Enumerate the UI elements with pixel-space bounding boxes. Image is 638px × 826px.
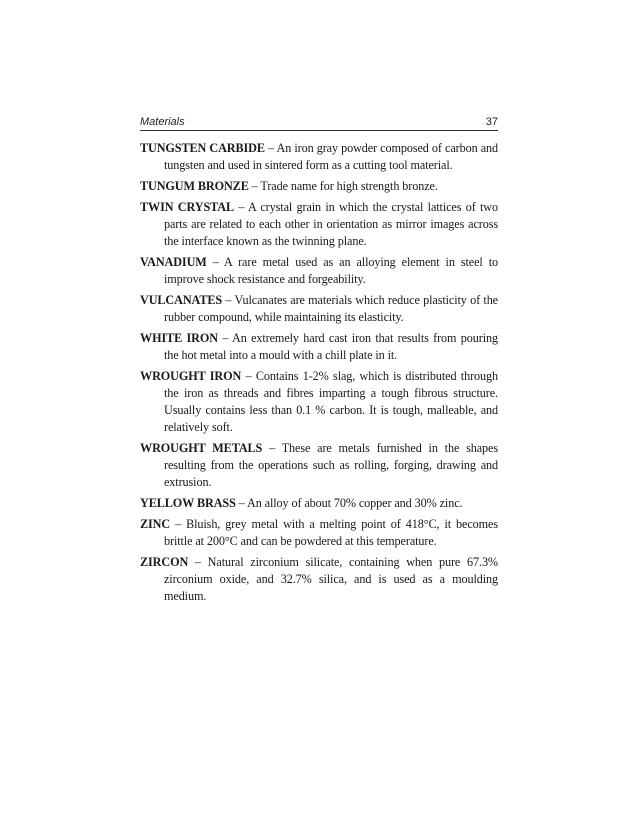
glossary-definition: – An iron gray powder composed of carbon and tungsten and used in sintered form as a cutting tool material. (164, 141, 499, 172)
glossary-definition: – A rare metal used as an alloying element in steel to improve shock resistance and forgeability. (164, 255, 498, 286)
glossary-list (140, 140, 498, 609)
glossary-definition: – An alloy of about 70% copper and 30% zinc. (235, 496, 463, 510)
running-header (140, 108, 498, 128)
glossary-entry (140, 440, 498, 491)
glossary-entry (140, 140, 498, 174)
glossary-entry (140, 516, 498, 550)
glossary-definition: – These are metals furnished in the shapes resulting from the operations such as rolling, forging, drawing and extrusion. (164, 441, 498, 489)
glossary-term: YELLOW BRASS (140, 496, 236, 510)
glossary-term: TWIN CRYSTAL (140, 200, 235, 214)
section-title: Materials (140, 116, 185, 128)
glossary-entry (140, 199, 498, 250)
header-rule (140, 130, 498, 131)
glossary-term: ZINC (140, 517, 171, 531)
glossary-term: ZIRCON (140, 555, 189, 569)
glossary-term: TUNGSTEN CARBIDE (140, 141, 265, 155)
glossary-entry (140, 178, 498, 195)
glossary-entry (140, 330, 498, 364)
glossary-term: TUNGUM BRONZE (140, 179, 249, 193)
glossary-definition: – Trade name for high strength bronze. (248, 179, 438, 193)
glossary-definition: – Natural zirconium silicate, containing when pure 67.3% zirconium oxide, and 32.7% silica, and is used as a moulding medium. (164, 555, 498, 603)
glossary-entry (140, 554, 498, 605)
glossary-entry (140, 368, 498, 436)
glossary-term: VULCANATES (140, 293, 223, 307)
glossary-term: WROUGHT IRON (140, 369, 242, 383)
page-number: 37 (485, 116, 498, 128)
glossary-term: WHITE IRON (140, 331, 218, 345)
glossary-definition: – Vulcanates are materials which reduce plasticity of the rubber compound, while maintaining its elasticity. (164, 293, 498, 324)
glossary-term: VANADIUM (140, 255, 207, 269)
glossary-definition: – Bluish, grey metal with a melting point of 418°C, it becomes brittle at 200°C and can be powdered at this temperature. (164, 517, 498, 548)
glossary-definition: – Contains 1-2% slag, which is distributed through the iron as threads and fibres imparting a tough fibrous structure. Usually contains less than 0.1 % carbon. It is tough, malleable, and relatively soft. (164, 369, 498, 434)
glossary-entry (140, 254, 498, 288)
glossary-definition: – An extremely hard cast iron that results from pouring the hot metal into a mould with a chill plate in it. (164, 331, 498, 362)
glossary-entry (140, 292, 498, 326)
glossary-term: WROUGHT METALS (140, 441, 263, 455)
glossary-entry (140, 495, 498, 512)
glossary-definition: – A crystal grain in which the crystal lattices of two parts are related to each other in orientation as mirror images across the interface known as the twinning plane. (164, 200, 498, 248)
